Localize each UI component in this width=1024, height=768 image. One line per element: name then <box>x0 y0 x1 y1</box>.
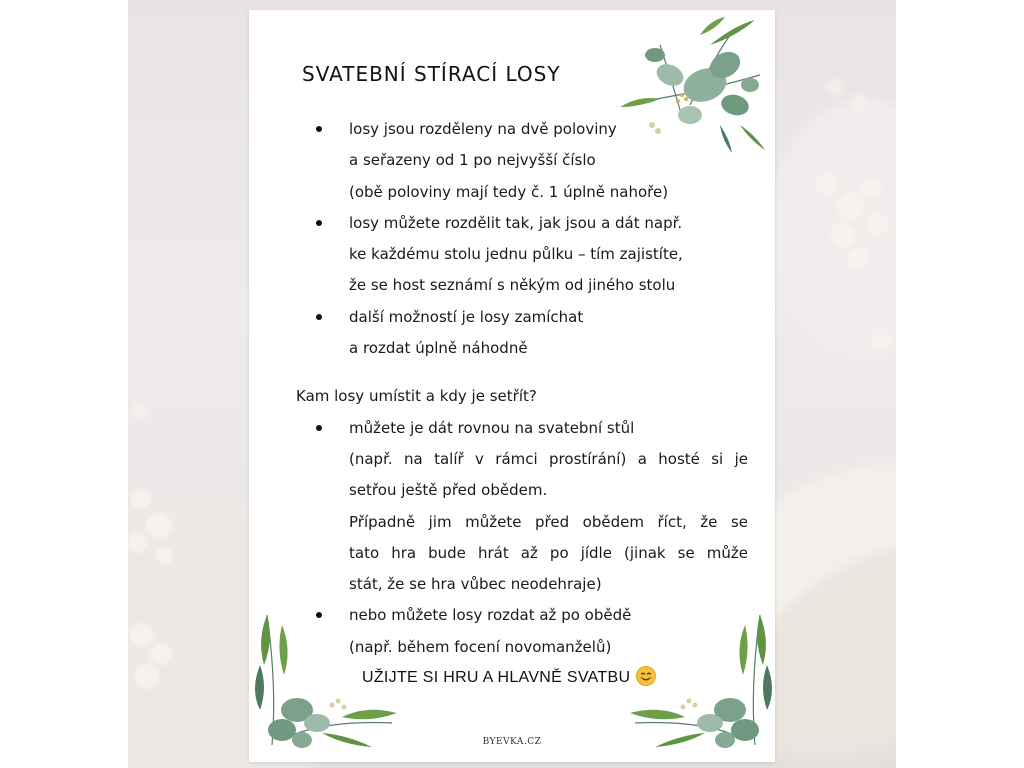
text-line: ke každému stolu jednu půlku – tím zajistíte, <box>349 245 683 264</box>
text-line: tato hra bude hrát až po jídle (jinak se může <box>349 543 748 562</box>
text-line: a seřazeny od 1 po nejvyšší číslo <box>349 151 596 170</box>
bullet-dot <box>316 314 322 320</box>
text-line: stát, že se hra vůbec neodehraje) <box>349 575 602 594</box>
text-line: setřou ještě před obědem. <box>349 481 548 500</box>
card-title: SVATEBNÍ STÍRACÍ LOSY <box>302 62 561 86</box>
text-line: (obě poloviny mají tedy č. 1 úplně nahoře) <box>349 182 669 201</box>
text-line: (např. během focení novomanželů) <box>349 637 612 656</box>
card-body <box>296 114 748 663</box>
text-line: nebo můžete losy rozdat až po obědě <box>349 606 632 625</box>
text-line: Případně jim můžete před obědem říct, že se <box>349 512 748 531</box>
bullet-dot <box>316 126 322 132</box>
bullet-dot <box>316 425 322 431</box>
brand-footer: BYEVKA.CZ <box>482 737 542 747</box>
bullet-list-placement <box>296 413 748 663</box>
text-line: další možností je losy zamíchat <box>349 307 584 326</box>
text-line: a rozdat úplně náhodně <box>349 339 528 358</box>
text-line: můžete je dát rovnou na svatební stůl <box>349 418 635 437</box>
text-line: losy můžete rozdělit tak, jak jsou a dát např. <box>349 213 683 232</box>
bullet-dot <box>316 220 322 226</box>
list-item <box>296 208 748 302</box>
text-line: (např. na talíř v rámci prostírání) a hosté si je <box>349 449 748 468</box>
smiling-face-icon <box>636 666 656 686</box>
list-item <box>296 114 748 208</box>
closing-text: UŽIJTE SI HRU A HLAVNĚ SVATBU <box>362 669 631 686</box>
text-line: losy jsou rozděleny na dvě poloviny <box>349 120 617 138</box>
text-line: že se host seznámí s někým od jiného stolu <box>349 276 676 295</box>
list-item <box>296 600 748 663</box>
list-item <box>296 413 748 601</box>
bullet-list-intro <box>296 114 748 364</box>
bullet-dot <box>316 612 322 618</box>
section-question: Kam losy umístit a kdy je setřít? <box>296 387 537 406</box>
list-item <box>296 302 748 365</box>
closing-line <box>362 666 656 687</box>
